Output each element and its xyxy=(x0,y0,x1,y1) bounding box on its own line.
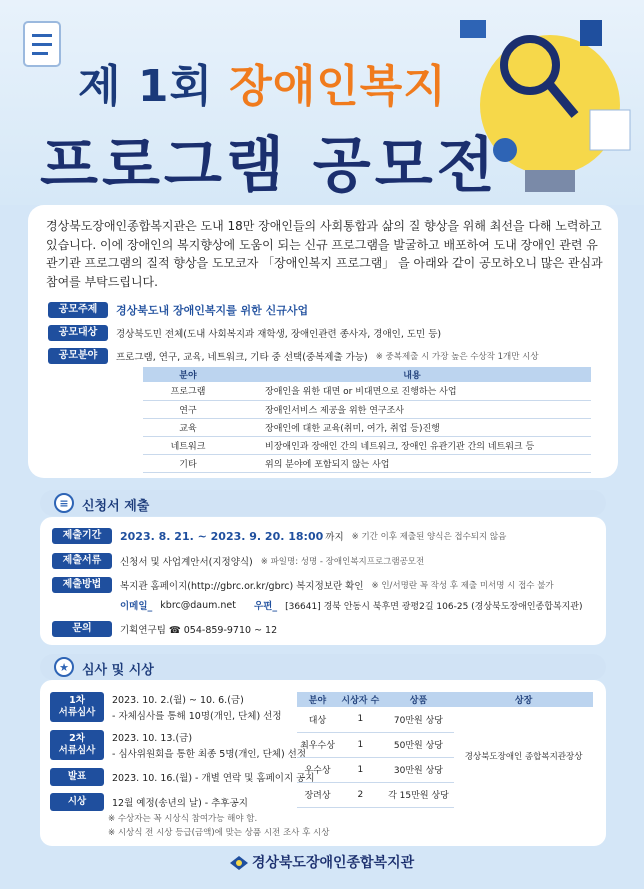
org-logo-icon xyxy=(230,856,248,870)
field-label: 공모분야 xyxy=(48,348,108,364)
table-header: 시상자 수 xyxy=(338,692,383,707)
method-note: ※ 인/서명란 꼭 작성 후 제출 미서명 시 접수 불가 xyxy=(371,581,554,591)
table-row: 최우수상 1 50만원 상당 xyxy=(297,732,593,757)
submit-title: 신청서 제출 xyxy=(82,499,150,514)
prize-table xyxy=(297,692,593,808)
footer-org: 경상북도장애인종합복지관 xyxy=(0,852,644,872)
table-header: 분야 xyxy=(143,367,233,382)
post-label: 우편_ xyxy=(253,601,278,612)
clipboard-icon xyxy=(20,18,66,68)
step-desc: - 심사위원회을 통한 최종 5명(개인, 단체) 선정 xyxy=(112,749,307,760)
docs-value: 신청서 및 사업계안서(지정양식) xyxy=(120,557,253,568)
target-value: 경상북도민 전체(도내 사회복지과 재학생, 장애인관련 종사자, 경애인, 도민 등) xyxy=(116,329,442,340)
hero-banner xyxy=(0,0,644,205)
submit-section-header xyxy=(40,490,606,516)
step-date: 12월 예정(송년의 날) - 추후공지 xyxy=(112,798,248,809)
document-icon: ≡ xyxy=(54,493,74,513)
post-value: [36641] 경북 안동시 북후면 광평2길 106-25 (경상북도장애인종합복지관) xyxy=(285,601,583,612)
table-row: 장려상 2 각 15만원 상당 xyxy=(297,782,593,807)
period-note: ※ 기간 이후 제출된 양식은 접수되지 않음 xyxy=(351,532,507,542)
contact-value: 기획연구팀 ☎ 054-859-9710 ~ 12 xyxy=(120,625,278,636)
email-value[interactable]: kbrc@daum.net xyxy=(160,599,236,611)
docs-label: 제출서류 xyxy=(52,553,112,569)
table-row: 우수상 1 30만원 상당 xyxy=(297,757,593,782)
target-label: 공모대상 xyxy=(48,325,108,341)
step-label: 1차 서류심사 xyxy=(50,692,104,722)
title-line1: 제 1회 장애인복지 xyxy=(78,61,447,112)
overview-card xyxy=(28,205,618,478)
period-value: 2023. 8. 21. ~ 2023. 9. 20. 18:00 xyxy=(120,529,324,543)
email-label: 이메일_ xyxy=(120,601,153,612)
submit-card xyxy=(40,517,606,645)
step-label: 시상 xyxy=(50,793,104,811)
review-note: ※ 시상식 전 시상 등급(금액)에 맞는 상품 시전 조사 후 시상 xyxy=(108,828,330,838)
table-row: 기타 위의 분야에 포함되지 않는 사업 xyxy=(143,454,591,472)
step-label: 2차 서류심사 xyxy=(50,730,104,760)
table-row: 교육 장애인에 대한 교육(취미, 여가, 취업 등)진행 xyxy=(143,418,591,436)
table-header: 상장 xyxy=(454,692,593,707)
step-date: 2023. 10. 16.(월) - 개별 연락 및 홈페이지 공지 xyxy=(112,773,315,784)
step-date: 2023. 10. 13.(금) xyxy=(112,733,193,744)
contact-label: 문의 xyxy=(52,621,112,637)
method-value[interactable]: 복지관 홈페이지(http://gbrc.or.kr/gbrc) 복지정보란 확인 xyxy=(120,581,364,592)
step-date: 2023. 10. 2.(월) ~ 10. 6.(금) xyxy=(112,695,244,706)
theme-label: 공모주제 xyxy=(48,302,108,318)
table-row: 네트워크 비장애인과 장애인 간의 네트워크, 장애인 유관기관 간의 네트워크 등 xyxy=(143,436,591,454)
method-label: 제출방법 xyxy=(52,577,112,593)
table-header: 내용 xyxy=(233,367,591,382)
docs-note: ※ 파일명: 성명 - 장애인복지프로그램공모전 xyxy=(260,557,425,567)
field-table xyxy=(143,367,591,473)
period-label: 제출기간 xyxy=(52,528,112,544)
field-value: 프로그램, 연구, 교육, 네트워크, 기타 중 선택(중복제출 가능) xyxy=(116,352,368,363)
award-icon: ★ xyxy=(54,657,74,677)
review-title: 심사 및 시상 xyxy=(82,663,154,678)
certificate: 경상북도장애인 종합복지관장상 xyxy=(464,751,583,762)
theme-value: 경상북도내 장애인복지를 위한 신규사업 xyxy=(116,304,309,317)
table-row: 대상 1 70만원 상당 경상북도장애인 종합복지관장상 xyxy=(297,707,593,732)
table-header: 상품 xyxy=(383,692,455,707)
intro-paragraph: 경상북도장애인종합복지관은 도내 18만 장애인들의 사회통합과 삶의 질 향상을 위해 최선을 다해 노력하고 있습니다. 이에 장애인의 복지향상에 도움이 되는 신규 프로그램을 발굴하고 배포하여 도내 장애인 관련 유관기관 프로그램의 질적 향상을 도모코자 「장애인복지 프로그램」 을 아래와 같이 공모하오니 많은 관심과 참여를 부탁드립니다. xyxy=(46,219,603,289)
table-header: 분야 xyxy=(297,692,338,707)
title-line2: 프로그램 공모전 xyxy=(40,131,499,201)
step-label: 발표 xyxy=(50,768,104,786)
period-suffix: 까지 xyxy=(325,532,344,543)
review-section-header xyxy=(40,654,606,680)
step-desc: - 자체심사를 통해 10명(개인, 단체) 선정 xyxy=(112,711,282,722)
table-row: 프로그램 장애인을 위한 대면 or 비대면으로 진행하는 사업 xyxy=(143,382,591,400)
table-row: 연구 장애인서비스 제공을 위한 연구조사 xyxy=(143,400,591,418)
field-note: ※ 중복제출 시 가장 높은 수상작 1개만 시상 xyxy=(375,352,539,362)
review-note: ※ 수상자는 꼭 시상식 참여가능 해야 함. xyxy=(108,814,258,824)
